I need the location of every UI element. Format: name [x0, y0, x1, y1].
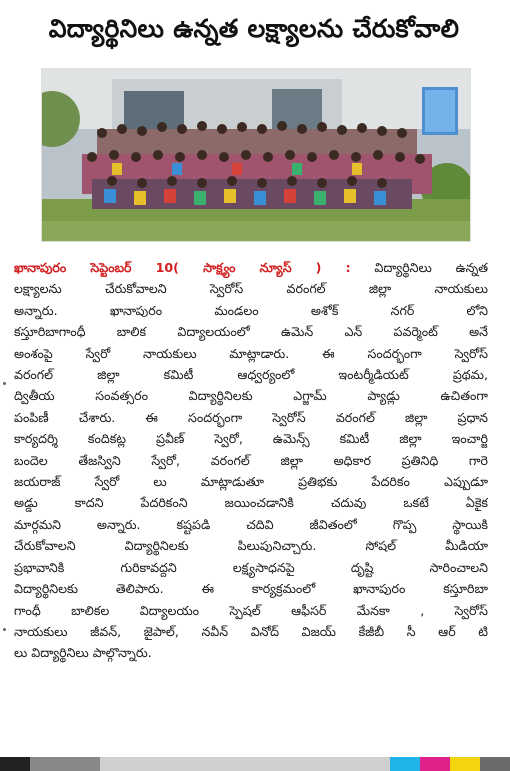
- color-swatch: [420, 757, 450, 771]
- print-color-bar: [0, 757, 510, 771]
- body-line: లు విద్యార్థినిలు పాల్గొన్నారు.: [14, 645, 152, 661]
- body-line: గాంధీ బాలికల విద్యాలయం స్పెషల్ ఆఫీసర్ మేనకా , స్వెరోస్: [14, 602, 488, 618]
- color-swatch: [480, 757, 510, 771]
- body-line: చేరుకోవాలని విద్యార్థినిలకు పిలుపునిచ్చారు. సోషల్ మీడియా: [14, 538, 488, 554]
- body-line: అంశంపై స్వేరో నాయకులు మాట్లాడారు. ఈ సందర్భంగా స్వెరోస్: [14, 345, 488, 361]
- headline: విద్యార్థినిలు ఉన్నత లక్ష్యాలను చేరుకోవాలి: [48, 14, 460, 43]
- body-line: వరంగల్ జిల్లా కమిటీ ఆధ్వర్యంలో ఇంటర్మీడియట్ ప్రథమ,: [14, 367, 488, 383]
- body-line: జయరాజ్ స్వేరో లు మాట్లాడుతూ ప్రతిభకు పేదరికం ఎప్పుడూ: [14, 474, 488, 490]
- color-swatch: [100, 757, 390, 771]
- color-swatch: [0, 757, 30, 771]
- article-body: [14, 257, 488, 664]
- group-photo-illustration: [42, 69, 470, 241]
- body-line: లక్ష్యాలను చేరుకోవాలని స్వెరోస్ వరంగల్ జిల్లా నాయకులు: [14, 281, 488, 297]
- body-line: ప్రభావానికి గురికావద్దని లక్ష్యసాధనపై దృష్టి సారించాలని: [14, 559, 488, 575]
- body-line: మార్గమని అన్నారు. కష్టపడి చదివి జీవితంలో గొప్ప స్థాయికి: [14, 516, 488, 532]
- margin-mark: [3, 382, 6, 385]
- color-swatch: [450, 757, 480, 771]
- body-line: కస్తూరిబాగాంధీ బాలిక విద్యాలయంలో ఉమెన్ ఎన్ పవర్మెంట్ అనే: [14, 324, 488, 340]
- color-swatch: [30, 757, 100, 771]
- article-first-line: [14, 257, 488, 278]
- body-line: అడ్డు కాదని పేదరికంని జయించడానికి చదువు ఒకటే ఏకైక: [14, 495, 488, 511]
- body-line: విద్యార్థినిలు ఉన్నత: [374, 260, 488, 275]
- body-line: పంపిణీ చేశారు. ఈ సందర్భంగా స్వెరోస్ వరంగల్ జిల్లా ప్రధాన: [14, 409, 488, 425]
- body-line: ద్వితీయ సంవత్సరం విద్యార్థినిలకు ఎగ్జామ్ ప్యాడ్లు ఉచితంగా: [14, 388, 488, 404]
- dateline: ఖానాపురం సెప్టెంబర్ 10( సాక్ష్యం న్యూస్ ) :: [14, 260, 351, 275]
- body-line: విద్యార్థినిలకు తెలిపారు. ఈ కార్యక్రమంలో ఖానాపురం కస్తూరిబా: [14, 581, 488, 597]
- body-line: బందెల తేజస్విని స్వేరో, వరంగల్ జిల్లా అధికార ప్రతినిధి గారె: [14, 452, 488, 468]
- body-line: అన్నారు. ఖానాపురం మండలం అశోక్ నగర్ లోని: [14, 302, 488, 318]
- body-line: కార్యదర్శి కందికట్ల ప్రవీణ్ స్వెరో, ఉమెన్స్ కమిటీ జిల్లా ఇంచార్జి: [14, 431, 488, 447]
- group-photo: [41, 68, 471, 242]
- color-swatch: [390, 757, 420, 771]
- margin-mark: [3, 628, 6, 631]
- news-clipping: [8, 6, 500, 748]
- body-line: నాయకులు జీవన్, జైపాల్, నవీన్ వినోద్ విజయ్ కేజీబీ సీ ఆర్ టి: [14, 623, 488, 639]
